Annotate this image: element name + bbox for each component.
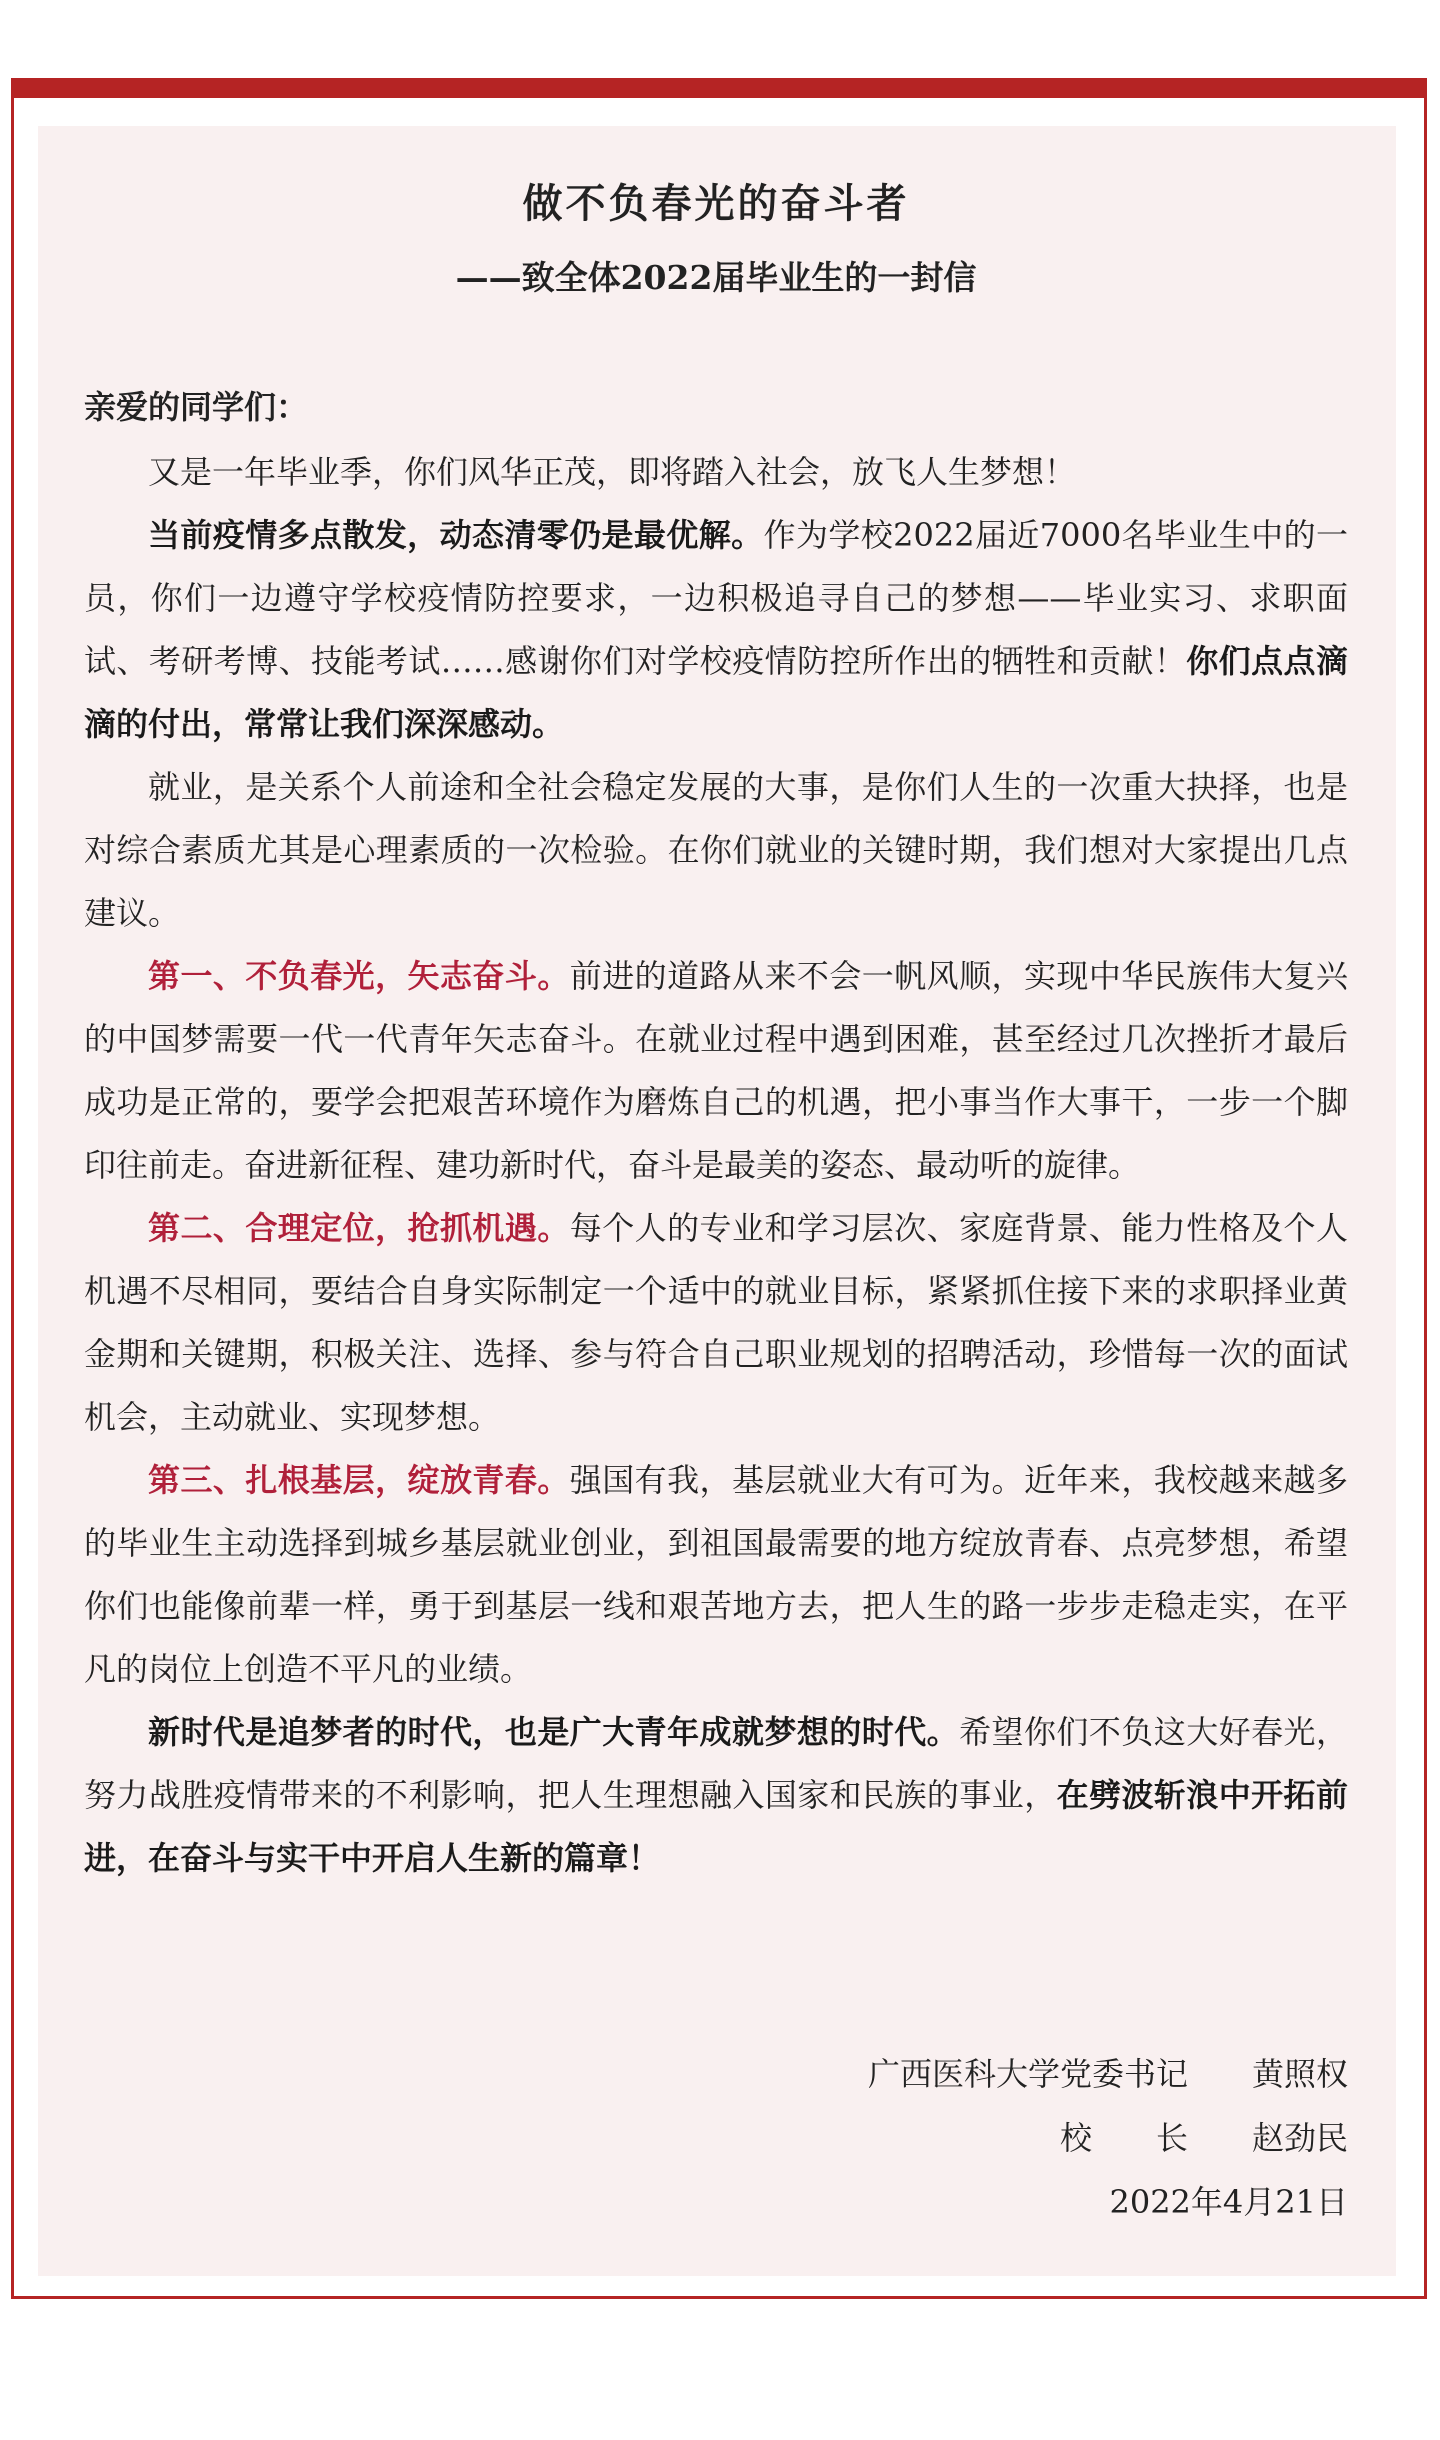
paragraph-2-bold: 当前疫情多点散发，动态清零仍是最优解。 <box>148 516 764 554</box>
signature-secretary: 广西医科大学党委书记 黄照权 <box>867 2055 1348 2093</box>
paragraph-7-text: 希望你们不负这大好春光，努力战胜疫情带来的不利影响，把人生理想融入国家和民族的事业， <box>84 1713 1348 1814</box>
paragraph-4-text: 前进的道路从来不会一帆风顺，实现中华民族伟大复兴的中国梦需要一代一代青年矢志奋斗。在就业过程中遇到困难，甚至经过几次挫折才最后成功是正常的，要学会把艰苦环境作为磨炼自己的机遇，把小事当作大事干，一步一个脚印往前走。奋进新征程、建功新时代，奋斗是最美的姿态、最动听的旋律。 <box>84 957 1348 1184</box>
paragraph-7 <box>84 1701 1348 1890</box>
paragraph-6 <box>84 1449 1348 1701</box>
paragraph-6-text: 强国有我，基层就业大有可为。近年来，我校越来越多的毕业生主动选择到城乡基层就业创业，到祖国最需要的地方绽放青春、点亮梦想，希望你们也能像前辈一样，勇于到基层一线和艰苦地方去，把人生的路一步步走稳走实，在平凡的岗位上创造不平凡的业绩。 <box>84 1461 1348 1688</box>
paragraph-3: 就业，是关系个人前途和全社会稳定发展的大事，是你们人生的一次重大抉择，也是对综合素质尤其是心理素质的一次检验。在你们就业的关键时期，我们想对大家提出几点建议。 <box>84 768 1348 932</box>
paragraph-4 <box>84 945 1348 1197</box>
signature-president: 校 长 赵劲民 <box>1059 2119 1348 2157</box>
signature-date: 2022年4月21日 <box>1109 2183 1348 2221</box>
paragraph-5-text: 每个人的专业和学习层次、家庭背景、能力性格及个人机遇不尽相同，要结合自身实际制定一个适中的就业目标，紧紧抓住接下来的求职择业黄金期和关键期，积极关注、选择、参与符合自己职业规划的招聘活动，珍惜每一次的面试机会，主动就业、实现梦想。 <box>84 1209 1348 1436</box>
point-1-heading: 第一、不负春光，矢志奋斗。 <box>148 957 570 995</box>
letter-subtitle: ——致全体2022届毕业生的一封信 <box>455 258 977 297</box>
paragraph-7-bold: 新时代是追梦者的时代，也是广大青年成就梦想的时代。 <box>148 1713 960 1751</box>
greeting: 亲爱的同学们： <box>84 388 309 426</box>
letter-title: 做不负春光的奋斗者 <box>522 180 910 227</box>
paragraph-7-bold-end: 在劈波斩浪中开拓前进，在奋斗与实干中开启人生新的篇章！ <box>84 1776 1348 1877</box>
paragraph-5 <box>84 1197 1348 1449</box>
paragraph-2-bold-end: 你们点点滴滴的付出，常常让我们深深感动。 <box>84 642 1348 743</box>
paragraph-2-text: 作为学校2022届近7000名毕业生中的一员，你们一边遵守学校疫情防控要求，一边积极追寻自己的梦想——毕业实习、求职面试、考研考博、技能考试……感谢你们对学校疫情防控所作出的牺牲和贡献！ <box>84 516 1348 680</box>
paragraph-1: 又是一年毕业季，你们风华正茂，即将踏入社会，放飞人生梦想！ <box>148 453 1077 491</box>
point-2-heading: 第二、合理定位，抢抓机遇。 <box>148 1209 570 1247</box>
paragraph-2 <box>84 504 1348 756</box>
point-3-heading: 第三、扎根基层，绽放青春。 <box>148 1461 570 1499</box>
top-red-bar <box>11 78 1427 98</box>
signature-block <box>868 2042 1348 2234</box>
letter-body <box>84 376 1348 1890</box>
